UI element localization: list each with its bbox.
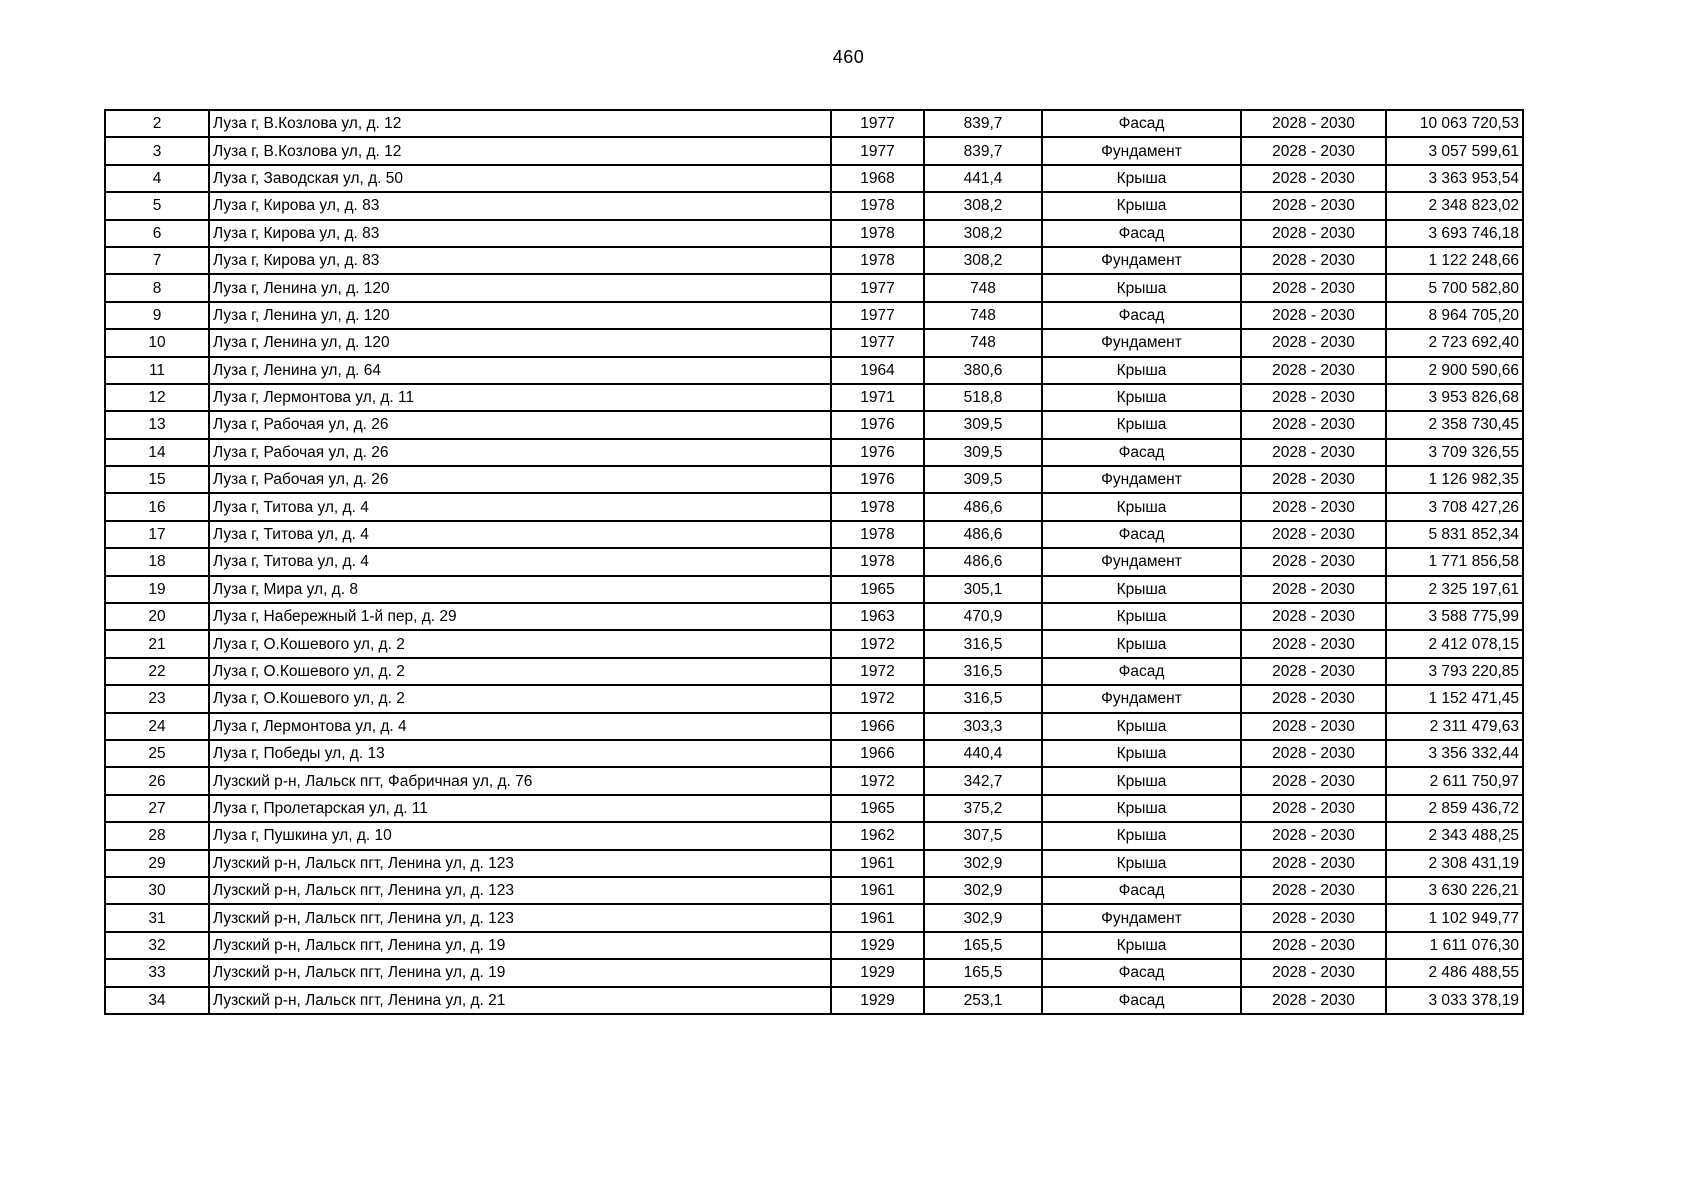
work-type-cell: Фасад — [1042, 959, 1241, 986]
build-year-cell: 1972 — [831, 685, 924, 712]
period-cell: 2028 - 2030 — [1241, 877, 1386, 904]
work-type-cell: Фундамент — [1042, 137, 1241, 164]
area-cell: 839,7 — [924, 137, 1042, 164]
row-number-cell: 16 — [105, 493, 209, 520]
row-number-cell: 3 — [105, 137, 209, 164]
build-year-cell: 1929 — [831, 959, 924, 986]
table-row — [105, 110, 1523, 137]
address-cell: Лузский р-н, Лальск пгт, Ленина ул, д. 123 — [209, 877, 831, 904]
cost-cell: 8 964 705,20 — [1386, 302, 1523, 329]
address-cell: Лузский р-н, Лальск пгт, Ленина ул, д. 21 — [209, 987, 831, 1014]
work-type-cell: Фасад — [1042, 220, 1241, 247]
cost-cell: 2 723 692,40 — [1386, 329, 1523, 356]
period-cell: 2028 - 2030 — [1241, 959, 1386, 986]
cost-cell: 2 311 479,63 — [1386, 713, 1523, 740]
table-row — [105, 439, 1523, 466]
work-type-cell: Крыша — [1042, 713, 1241, 740]
cost-cell: 3 356 332,44 — [1386, 740, 1523, 767]
build-year-cell: 1978 — [831, 247, 924, 274]
area-cell: 165,5 — [924, 932, 1042, 959]
address-cell: Луза г, Пролетарская ул, д. 11 — [209, 795, 831, 822]
area-cell: 308,2 — [924, 247, 1042, 274]
build-year-cell: 1978 — [831, 548, 924, 575]
table-row — [105, 850, 1523, 877]
area-cell: 380,6 — [924, 357, 1042, 384]
period-cell: 2028 - 2030 — [1241, 932, 1386, 959]
table-row — [105, 521, 1523, 548]
row-number-cell: 30 — [105, 877, 209, 904]
period-cell: 2028 - 2030 — [1241, 713, 1386, 740]
work-type-cell: Крыша — [1042, 384, 1241, 411]
work-type-cell: Крыша — [1042, 767, 1241, 794]
address-cell: Лузский р-н, Лальск пгт, Фабричная ул, д. 76 — [209, 767, 831, 794]
address-cell: Луза г, Кирова ул, д. 83 — [209, 220, 831, 247]
cost-cell: 3 588 775,99 — [1386, 603, 1523, 630]
area-cell: 165,5 — [924, 959, 1042, 986]
period-cell: 2028 - 2030 — [1241, 850, 1386, 877]
address-cell: Луза г, Набережный 1-й пер, д. 29 — [209, 603, 831, 630]
table-row — [105, 302, 1523, 329]
area-cell: 302,9 — [924, 850, 1042, 877]
build-year-cell: 1972 — [831, 658, 924, 685]
table-row — [105, 740, 1523, 767]
period-cell: 2028 - 2030 — [1241, 137, 1386, 164]
address-cell: Лузский р-н, Лальск пгт, Ленина ул, д. 19 — [209, 959, 831, 986]
work-type-cell: Крыша — [1042, 192, 1241, 219]
area-cell: 748 — [924, 274, 1042, 301]
table-row — [105, 192, 1523, 219]
build-year-cell: 1978 — [831, 521, 924, 548]
build-year-cell: 1961 — [831, 850, 924, 877]
row-number-cell: 28 — [105, 822, 209, 849]
row-number-cell: 31 — [105, 904, 209, 931]
area-cell: 486,6 — [924, 548, 1042, 575]
period-cell: 2028 - 2030 — [1241, 247, 1386, 274]
build-year-cell: 1977 — [831, 274, 924, 301]
cost-cell: 3 953 826,68 — [1386, 384, 1523, 411]
cost-cell: 2 486 488,55 — [1386, 959, 1523, 986]
period-cell: 2028 - 2030 — [1241, 521, 1386, 548]
row-number-cell: 10 — [105, 329, 209, 356]
address-cell: Луза г, Лермонтова ул, д. 11 — [209, 384, 831, 411]
work-type-cell: Фасад — [1042, 987, 1241, 1014]
row-number-cell: 29 — [105, 850, 209, 877]
row-number-cell: 7 — [105, 247, 209, 274]
build-year-cell: 1978 — [831, 220, 924, 247]
period-cell: 2028 - 2030 — [1241, 302, 1386, 329]
address-cell: Луза г, Ленина ул, д. 120 — [209, 274, 831, 301]
period-cell: 2028 - 2030 — [1241, 329, 1386, 356]
row-number-cell: 27 — [105, 795, 209, 822]
build-year-cell: 1972 — [831, 630, 924, 657]
work-type-cell: Крыша — [1042, 795, 1241, 822]
build-year-cell: 1978 — [831, 493, 924, 520]
address-cell: Луза г, Мира ул, д. 8 — [209, 576, 831, 603]
build-year-cell: 1929 — [831, 987, 924, 1014]
row-number-cell: 33 — [105, 959, 209, 986]
area-cell: 309,5 — [924, 411, 1042, 438]
period-cell: 2028 - 2030 — [1241, 767, 1386, 794]
row-number-cell: 4 — [105, 165, 209, 192]
period-cell: 2028 - 2030 — [1241, 548, 1386, 575]
period-cell: 2028 - 2030 — [1241, 357, 1386, 384]
cost-cell: 1 102 949,77 — [1386, 904, 1523, 931]
row-number-cell: 14 — [105, 439, 209, 466]
row-number-cell: 22 — [105, 658, 209, 685]
area-cell: 440,4 — [924, 740, 1042, 767]
cost-cell: 3 708 427,26 — [1386, 493, 1523, 520]
work-type-cell: Крыша — [1042, 493, 1241, 520]
table-row — [105, 466, 1523, 493]
period-cell: 2028 - 2030 — [1241, 411, 1386, 438]
table-row — [105, 959, 1523, 986]
row-number-cell: 12 — [105, 384, 209, 411]
address-cell: Луза г, Рабочая ул, д. 26 — [209, 439, 831, 466]
address-cell: Луза г, Ленина ул, д. 120 — [209, 302, 831, 329]
build-year-cell: 1977 — [831, 137, 924, 164]
period-cell: 2028 - 2030 — [1241, 493, 1386, 520]
table-row — [105, 329, 1523, 356]
cost-cell: 1 122 248,66 — [1386, 247, 1523, 274]
build-year-cell: 1976 — [831, 466, 924, 493]
period-cell: 2028 - 2030 — [1241, 822, 1386, 849]
area-cell: 253,1 — [924, 987, 1042, 1014]
build-year-cell: 1976 — [831, 411, 924, 438]
work-type-cell: Фасад — [1042, 877, 1241, 904]
row-number-cell: 23 — [105, 685, 209, 712]
cost-cell: 3 630 226,21 — [1386, 877, 1523, 904]
row-number-cell: 26 — [105, 767, 209, 794]
table-row — [105, 274, 1523, 301]
work-type-cell: Фасад — [1042, 521, 1241, 548]
area-cell: 518,8 — [924, 384, 1042, 411]
build-year-cell: 1977 — [831, 110, 924, 137]
address-cell: Луза г, Титова ул, д. 4 — [209, 548, 831, 575]
work-type-cell: Крыша — [1042, 165, 1241, 192]
address-cell: Луза г, В.Козлова ул, д. 12 — [209, 110, 831, 137]
work-type-cell: Фасад — [1042, 110, 1241, 137]
work-type-cell: Крыша — [1042, 411, 1241, 438]
table-body — [105, 110, 1523, 1014]
row-number-cell: 19 — [105, 576, 209, 603]
area-cell: 305,1 — [924, 576, 1042, 603]
work-type-cell: Фундамент — [1042, 247, 1241, 274]
work-type-cell: Фасад — [1042, 439, 1241, 466]
cost-cell: 3 057 599,61 — [1386, 137, 1523, 164]
address-cell: Луза г, Титова ул, д. 4 — [209, 493, 831, 520]
area-cell: 302,9 — [924, 877, 1042, 904]
build-year-cell: 1978 — [831, 192, 924, 219]
table-row — [105, 767, 1523, 794]
row-number-cell: 32 — [105, 932, 209, 959]
cost-cell: 3 793 220,85 — [1386, 658, 1523, 685]
work-type-cell: Фасад — [1042, 658, 1241, 685]
work-type-cell: Крыша — [1042, 357, 1241, 384]
build-year-cell: 1966 — [831, 713, 924, 740]
table-row — [105, 411, 1523, 438]
build-year-cell: 1965 — [831, 576, 924, 603]
table-row — [105, 493, 1523, 520]
table-row — [105, 932, 1523, 959]
work-type-cell: Фундамент — [1042, 904, 1241, 931]
address-cell: Луза г, О.Кошевого ул, д. 2 — [209, 658, 831, 685]
area-cell: 470,9 — [924, 603, 1042, 630]
work-type-cell: Фундамент — [1042, 466, 1241, 493]
cost-cell: 2 325 197,61 — [1386, 576, 1523, 603]
period-cell: 2028 - 2030 — [1241, 110, 1386, 137]
period-cell: 2028 - 2030 — [1241, 192, 1386, 219]
repair-schedule-table — [104, 109, 1524, 1015]
area-cell: 748 — [924, 302, 1042, 329]
area-cell: 308,2 — [924, 220, 1042, 247]
work-type-cell: Крыша — [1042, 822, 1241, 849]
cost-cell: 2 412 078,15 — [1386, 630, 1523, 657]
build-year-cell: 1963 — [831, 603, 924, 630]
build-year-cell: 1929 — [831, 932, 924, 959]
area-cell: 441,4 — [924, 165, 1042, 192]
cost-cell: 3 033 378,19 — [1386, 987, 1523, 1014]
cost-cell: 2 900 590,66 — [1386, 357, 1523, 384]
row-number-cell: 25 — [105, 740, 209, 767]
area-cell: 748 — [924, 329, 1042, 356]
row-number-cell: 17 — [105, 521, 209, 548]
row-number-cell: 24 — [105, 713, 209, 740]
address-cell: Луза г, Титова ул, д. 4 — [209, 521, 831, 548]
period-cell: 2028 - 2030 — [1241, 658, 1386, 685]
area-cell: 316,5 — [924, 685, 1042, 712]
area-cell: 307,5 — [924, 822, 1042, 849]
address-cell: Луза г, В.Козлова ул, д. 12 — [209, 137, 831, 164]
cost-cell: 10 063 720,53 — [1386, 110, 1523, 137]
work-type-cell: Крыша — [1042, 932, 1241, 959]
area-cell: 302,9 — [924, 904, 1042, 931]
area-cell: 316,5 — [924, 658, 1042, 685]
work-type-cell: Фундамент — [1042, 548, 1241, 575]
cost-cell: 3 363 953,54 — [1386, 165, 1523, 192]
area-cell: 486,6 — [924, 521, 1042, 548]
cost-cell: 1 152 471,45 — [1386, 685, 1523, 712]
cost-cell: 5 831 852,34 — [1386, 521, 1523, 548]
table-row — [105, 357, 1523, 384]
work-type-cell: Крыша — [1042, 740, 1241, 767]
row-number-cell: 2 — [105, 110, 209, 137]
address-cell: Луза г, Рабочая ул, д. 26 — [209, 411, 831, 438]
area-cell: 486,6 — [924, 493, 1042, 520]
table-row — [105, 384, 1523, 411]
table-row — [105, 685, 1523, 712]
build-year-cell: 1968 — [831, 165, 924, 192]
address-cell: Луза г, Ленина ул, д. 120 — [209, 329, 831, 356]
table-row — [105, 987, 1523, 1014]
cost-cell: 3 709 326,55 — [1386, 439, 1523, 466]
period-cell: 2028 - 2030 — [1241, 274, 1386, 301]
build-year-cell: 1972 — [831, 767, 924, 794]
build-year-cell: 1976 — [831, 439, 924, 466]
row-number-cell: 21 — [105, 630, 209, 657]
period-cell: 2028 - 2030 — [1241, 439, 1386, 466]
work-type-cell: Крыша — [1042, 576, 1241, 603]
table-row — [105, 576, 1523, 603]
area-cell: 308,2 — [924, 192, 1042, 219]
table-row — [105, 548, 1523, 575]
table-row — [105, 713, 1523, 740]
period-cell: 2028 - 2030 — [1241, 740, 1386, 767]
cost-cell: 1 126 982,35 — [1386, 466, 1523, 493]
address-cell: Луза г, Лермонтова ул, д. 4 — [209, 713, 831, 740]
build-year-cell: 1971 — [831, 384, 924, 411]
area-cell: 316,5 — [924, 630, 1042, 657]
row-number-cell: 18 — [105, 548, 209, 575]
row-number-cell: 8 — [105, 274, 209, 301]
period-cell: 2028 - 2030 — [1241, 987, 1386, 1014]
cost-cell: 1 611 076,30 — [1386, 932, 1523, 959]
page-number: 460 — [832, 47, 865, 67]
area-cell: 375,2 — [924, 795, 1042, 822]
build-year-cell: 1961 — [831, 904, 924, 931]
cost-cell: 2 358 730,45 — [1386, 411, 1523, 438]
row-number-cell: 34 — [105, 987, 209, 1014]
period-cell: 2028 - 2030 — [1241, 384, 1386, 411]
build-year-cell: 1977 — [831, 302, 924, 329]
build-year-cell: 1965 — [831, 795, 924, 822]
area-cell: 303,3 — [924, 713, 1042, 740]
work-type-cell: Фасад — [1042, 302, 1241, 329]
work-type-cell: Крыша — [1042, 274, 1241, 301]
address-cell: Луза г, Кирова ул, д. 83 — [209, 192, 831, 219]
period-cell: 2028 - 2030 — [1241, 630, 1386, 657]
table-row — [105, 247, 1523, 274]
area-cell: 342,7 — [924, 767, 1042, 794]
table-row — [105, 904, 1523, 931]
row-number-cell: 5 — [105, 192, 209, 219]
row-number-cell: 6 — [105, 220, 209, 247]
address-cell: Луза г, Победы ул, д. 13 — [209, 740, 831, 767]
row-number-cell: 9 — [105, 302, 209, 329]
table-row — [105, 795, 1523, 822]
work-type-cell: Фундамент — [1042, 685, 1241, 712]
cost-cell: 5 700 582,80 — [1386, 274, 1523, 301]
table-row — [105, 137, 1523, 164]
table-row — [105, 877, 1523, 904]
address-cell: Луза г, Рабочая ул, д. 26 — [209, 466, 831, 493]
area-cell: 309,5 — [924, 439, 1042, 466]
work-type-cell: Фундамент — [1042, 329, 1241, 356]
table-row — [105, 220, 1523, 247]
cost-cell: 2 611 750,97 — [1386, 767, 1523, 794]
area-cell: 839,7 — [924, 110, 1042, 137]
build-year-cell: 1966 — [831, 740, 924, 767]
cost-cell: 3 693 746,18 — [1386, 220, 1523, 247]
address-cell: Луза г, О.Кошевого ул, д. 2 — [209, 685, 831, 712]
table-row — [105, 630, 1523, 657]
address-cell: Луза г, Заводская ул, д. 50 — [209, 165, 831, 192]
row-number-cell: 11 — [105, 357, 209, 384]
cost-cell: 2 308 431,19 — [1386, 850, 1523, 877]
period-cell: 2028 - 2030 — [1241, 904, 1386, 931]
build-year-cell: 1962 — [831, 822, 924, 849]
build-year-cell: 1964 — [831, 357, 924, 384]
address-cell: Лузский р-н, Лальск пгт, Ленина ул, д. 123 — [209, 904, 831, 931]
table-row — [105, 603, 1523, 630]
address-cell: Луза г, О.Кошевого ул, д. 2 — [209, 630, 831, 657]
address-cell: Луза г, Ленина ул, д. 64 — [209, 357, 831, 384]
table-row — [105, 165, 1523, 192]
cost-cell: 2 343 488,25 — [1386, 822, 1523, 849]
period-cell: 2028 - 2030 — [1241, 795, 1386, 822]
cost-cell: 2 348 823,02 — [1386, 192, 1523, 219]
row-number-cell: 15 — [105, 466, 209, 493]
cost-cell: 2 859 436,72 — [1386, 795, 1523, 822]
work-type-cell: Крыша — [1042, 630, 1241, 657]
table-row — [105, 822, 1523, 849]
period-cell: 2028 - 2030 — [1241, 576, 1386, 603]
build-year-cell: 1977 — [831, 329, 924, 356]
area-cell: 309,5 — [924, 466, 1042, 493]
address-cell: Луза г, Кирова ул, д. 83 — [209, 247, 831, 274]
address-cell: Лузский р-н, Лальск пгт, Ленина ул, д. 19 — [209, 932, 831, 959]
work-type-cell: Крыша — [1042, 603, 1241, 630]
period-cell: 2028 - 2030 — [1241, 165, 1386, 192]
row-number-cell: 13 — [105, 411, 209, 438]
period-cell: 2028 - 2030 — [1241, 466, 1386, 493]
period-cell: 2028 - 2030 — [1241, 220, 1386, 247]
work-type-cell: Крыша — [1042, 850, 1241, 877]
row-number-cell: 20 — [105, 603, 209, 630]
period-cell: 2028 - 2030 — [1241, 603, 1386, 630]
cost-cell: 1 771 856,58 — [1386, 548, 1523, 575]
address-cell: Луза г, Пушкина ул, д. 10 — [209, 822, 831, 849]
address-cell: Лузский р-н, Лальск пгт, Ленина ул, д. 123 — [209, 850, 831, 877]
period-cell: 2028 - 2030 — [1241, 685, 1386, 712]
build-year-cell: 1961 — [831, 877, 924, 904]
table-row — [105, 658, 1523, 685]
